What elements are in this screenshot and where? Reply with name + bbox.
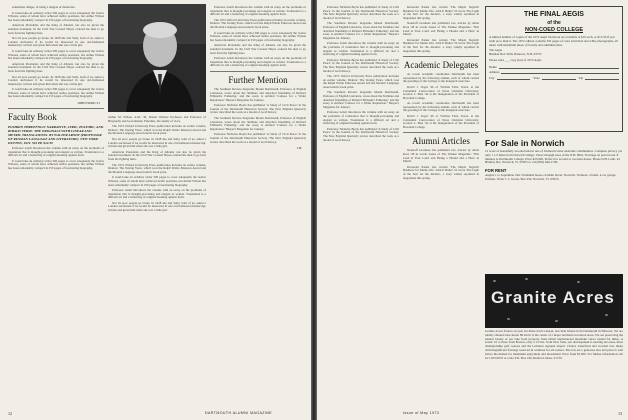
body-paragraph: Nonstaff Graduate has published two articles by Alma Ross '28 in recent issues of The Yankee Magazine: 'This Land Is Your Land' and 'Being a Hound and a Hare' in March. — [403, 148, 479, 164]
magazine-title: DARTMOUTH ALUMNI MAGAZINE — [205, 411, 273, 415]
left-page — [0, 0, 311, 420]
faculty-book-title: PUSHKIN THREEFOLD: NARRATIVE, LYRIC, POLEMIC, AND RIBALD VERSE. THE ORIGINALS WITH LINEAR AND METRIC TRANSLATIONS. BY WALTER ARNDT (PROFESSOR OF RUSSIAN LANGUAGE AND LITERATURE). NEW YORK: DUTTON, 1972. 501 PP. $12.50 — [8, 125, 104, 146]
real-estate-ads — [485, 138, 623, 268]
for-rent-body: August 1 to September 2nd. Furnished house on Main Street, Norwich, Vermont. 4 baths, 4-car garage. Utilities. Write J. L. Green, Box 250, Norwich, Vt. 05055. — [485, 173, 617, 181]
body-paragraph: David J. Vogel '46 of Wichita Falls, Texas, at the Centennial Convocation of Texas Christian University. Gordon L. Pike '44 at the inauguration of the President of Bowdoin College. — [403, 114, 479, 129]
for-sale-title: For Sale in Norwich — [485, 138, 565, 148]
granite-acres-logo: Granite Acres — [491, 288, 615, 307]
body-paragraph: Professor Arndt introduces the volume with an essay on the problems of translation that is thought-provoking and elegant as written. Translation is a difficult art and a balancing of original meaning against form. — [323, 41, 399, 57]
body-paragraph: Nonstaff Graduate has published two articles by Alma Ross '28 in recent issues of The Yankee Magazine: 'This Land Is Your Land' and 'Being a Hound and a Hare' in March. — [403, 21, 479, 37]
right-page-footer — [317, 406, 628, 420]
right-column-2 — [403, 6, 479, 324]
body-paragraph: Professor Arndt introduces the volume with an essay on the problems of translation that is thought-provoking and elegant as written. Translation is a difficult art and a balancing of original meaning against form. — [210, 6, 306, 17]
body-paragraph: sometimes danger, of being a magpie of memories. — [12, 6, 76, 9]
form-label: Address — [489, 70, 500, 75]
photo-caption: Arthur M. Wilson, A.M. '46, Daniel Webster Professor and Professor of Biography and Government, Emeritus, the enemy of vices. — [108, 115, 206, 123]
left-column-3 — [210, 6, 306, 324]
form-blank — [585, 76, 619, 80]
body-paragraph: Reverend Parker has written 'The Maple Sugarin' Business' for Maine Life. John P. Butler '52 wrote 'The Light of the Sun' for the Atlantic, a story widely reprinted in magazines this spring. — [403, 164, 479, 180]
for-rent-title: FOR RENT — [485, 168, 507, 174]
body-paragraph: The Southern Review magazine Mount Dartmouth, Professor of English Literature, wrote about the 'Intimate and detached friendship of Richard Ellmann's Fathering,' and the essay is entitled 'Cameos for a Wider Reputation.' Harper's Magazine for January. — [210, 116, 306, 131]
granite-acres-body: Granite Acres Estates are just six miles from Canaan, less than fifteen from Dartmouth in Hanover. We are ideally situated near Route 89 and it is the center of a major northern recreation areas. We are preserving the natural beauty of our lake front property from which unobstructed mountain views extend for miles. A scenic 10 to three from Boston, only 4 1/2 hrs. from New York, our development is nearing ski areas, three championship golf courses and the Lebanon regional airport. Choice waterfront and wooded lots, many with magnificent frontage reserved in common for all owners. The lots are a generous size and price is well below the market for maximum enjoyment and investment. Price from $5,000. For further information call 617-433-9053 or write P.O. Box 196, Bedford, Mass. 01730. — [485, 330, 623, 360]
page-number: 13 — [618, 411, 622, 416]
body-paragraph: Not all poor people go broke. In 1928 she and Sally, both of us, asked a London auctioneer if he would be interested in one old-fashioned manuscript, written and given him when she was a little girl. — [8, 36, 104, 48]
for-sale-body: 12 acres of beautifully wooded land in one of Vermont's most desirable communities. Complete privacy yet only 1 1/2 miles from Norwich village. Views through trees of the N.H. Hills. Frontage on paved road. 8 minutes to Dartmouth College. Price $25,000. Perfect for second or vacation house. Phone D.H. Lobb, 42 Huntley Rd., Norwich, Vt. 05055 or call (802) 649-1796. — [485, 149, 623, 165]
body-paragraph: American Presidents and the King of Albania can also be given the standard treatment. In the Civil War Colonel Hayes ordered his men to go back from the fighting lines. — [8, 23, 104, 35]
form-label: Name — [489, 64, 497, 69]
body-paragraph: American Presidents and the King of Albania can also be given the standard treatment. In the Civil War Colonel Hayes ordered his men to go back from the fighting lines. — [210, 43, 306, 55]
form-label: State — [533, 75, 540, 80]
body-paragraph: The Southern Review magazine Mount Dartmouth, Professor of English Literature, wrote about the 'Intimate and detached friendship of Richard Ellmann's Fathering,' and the essay is entitled 'Cameos for a Wider Reputation.' Harper's Magazine for January. — [323, 90, 399, 109]
body-paragraph: Not all poor people go broke. In 1928 she and Sally, both of us, asked a London auctioneer if he would be interested in one old-fashioned manuscript, written and given him when she was a little girl. — [8, 74, 104, 86]
form-label: City — [489, 75, 495, 80]
author-initials: J.H. — [296, 146, 302, 151]
body-paragraph: It would take an ordinary writer 500 pages to cover adequately the twelve Wilsons, some of whom have achieved stellar positions, but Arthur Wilson has been remarkably compact in 250 pages of fascinating biography. — [8, 158, 104, 171]
faculty-book-heading: Faculty Book — [8, 112, 57, 123]
left-column-1 — [8, 6, 104, 324]
body-paragraph: Not all poor people go broke. In 1928 she and Sally, both of us, asked a London auctioneer if he would be interested in one old-fashioned manuscript, written and given him when she was a little girl. — [108, 136, 206, 149]
ad-order-line: Please send ___ copy (ies) of 1972 Aegis — [489, 57, 542, 62]
body-paragraph: Reverend Parker has written 'The Maple Sugarin' Business' for Maine Life. John P. Butler '52 wrote 'The Light of the Sun' for the Atlantic, a story widely reprinted in magazines this spring. — [403, 6, 479, 20]
alumni-articles-heading: Alumni Articles — [412, 136, 470, 147]
body-paragraph: Professor Arndt introduces the volume with an essay on the problems of translation that is thought-provoking and elegant as written. Translation is a difficult art and a balancing of original meaning against form. — [108, 188, 206, 200]
body-paragraph: David J. Vogel '46 of Wichita Falls, Texas, at the Centennial Convocation of Texas Christian University. Gordon L. Pike '44 at the inauguration of the President of Bowdoin College. — [403, 84, 479, 100]
page-number: 12 — [8, 411, 12, 416]
form-label: Zip — [578, 75, 584, 80]
order-form-name[interactable] — [489, 65, 619, 69]
portrait-photo — [108, 4, 206, 112]
body-paragraph: Professor Nicholas Boyle has published 'A Study of Civil Peace' in the Journal of the Dartmouth Historical Society. The New England Quarterly review described the work as a model of local history. — [210, 132, 306, 144]
divider — [403, 56, 479, 57]
body-paragraph: The 1972 Oxford University Press publication includes an earlier volume, Diderot: The Testing Years, which won the Ralph Waldo Emerson Award and the Modern Language Association's book prize. — [108, 162, 206, 174]
body-paragraph: Professor Arndt introduces the volume with an essay on the problems of translation that is thought-provoking and elegant as written. Translation is a difficult art and a balancing of original meaning against form. — [210, 56, 306, 68]
body-paragraph: It would take an ordinary writer 500 pages to cover adequately the twelve Wilsons, some of whom have achieved stellar positions, but Arthur Wilson has been remarkably compact in 250 pages of fascinating biography. — [108, 175, 206, 187]
aegis-yearbook-ad — [485, 6, 623, 132]
ad-subtitle: NON-COED COLLEGE — [524, 27, 584, 33]
form-blank — [497, 76, 531, 80]
body-paragraph: It would take an ordinary writer 500 pages to cover adequately the twelve Wilsons, some of whom have achieved stellar positions, but Arthur Wilson has been remarkably compact in 250 pages of fascinating biography. — [8, 10, 104, 22]
form-blank — [542, 76, 576, 80]
left-page-footer — [0, 406, 311, 420]
ad-address-label: The Aegis — [489, 48, 503, 53]
ad-body: A limited number of copies of the 1972 Aegis Yearbook are available at $10 each, or $13.50 if you wish us to mail it. The 1972 edition contains 350 pages of color and black and white photographs, all taken with maximum photo of faculty and administration. — [489, 35, 618, 47]
body-paragraph: Professor Nicholas Boyle has published 'A Study of Civil Peace' in the Journal of the Dartmouth Historical Society. The New England Quarterly review described the work as a model of local history. — [323, 6, 399, 20]
right-page — [317, 0, 628, 420]
body-paragraph: The Southern Review magazine Mount Dartmouth, Professor of English Literature, wrote about the 'Intimate and detached friendship of Richard Ellmann's Fathering,' and the essay is entitled 'Cameos for a Wider Reputation.' Harper's Magazine for January. — [210, 86, 306, 102]
body-paragraph: The 1972 Oxford University Press publication includes an earlier volume, Diderot: The Testing Years, which won the Ralph Waldo Emerson Award and the Modern Language Association's book prize. — [210, 17, 306, 29]
body-paragraph: It would take an ordinary writer 500 pages to cover adequately the twelve Wilsons, some of whom have achieved stellar positions, but Arthur Wilson has been remarkably compact in 250 pages of fascinating biography. — [8, 87, 104, 99]
body-paragraph: American Presidents and the King of Albania can also be given the standard treatment. In the Civil War Colonel Hayes ordered his men to go back from the fighting lines. — [8, 61, 104, 73]
form-blank — [501, 70, 619, 74]
body-paragraph: Professor Arndt introduces the volume with an essay on the problems of translation that is thought-provoking and elegant as written. Translation is a difficult art and a balancing of original meaning against form. — [323, 110, 399, 126]
divider — [403, 132, 479, 133]
body-paragraph: As recent academic ceremonies Dartmouth has been represented by the following alumni, each of whom carried the greetings of the College to the inaugural exercises. — [403, 72, 479, 84]
right-column-1 — [323, 6, 399, 324]
ad-title-connector: of the — [547, 20, 561, 26]
ad-address: Hinman Box 5026, Hanover, N.H. 03755 — [489, 52, 542, 57]
academic-delegates-heading: Academic Delegates — [403, 60, 479, 71]
body-paragraph: The 1972 Oxford University Press publication includes an earlier volume, Diderot: The Testing Years, which won the Ralph Waldo Emerson Award and the Modern Language Association's book prize. — [108, 124, 206, 136]
body-paragraph: Reverend Parker has written 'The Maple Sugarin' Business' for Maine Life. John P. Butler '52 wrote 'The Light of the Sun' for the Atlantic, a story widely reprinted in magazines this spring. — [403, 37, 479, 53]
order-form-city-state-zip[interactable] — [489, 76, 619, 80]
portrait-image — [108, 4, 206, 112]
body-paragraph: Professor Nicholas Boyle has published 'A Study of Civil Peace' in the Journal of the Dartmouth Historical Society. The New England Quarterly review described the work as a model of local history. — [323, 57, 399, 73]
body-paragraph: The 1972 Oxford University Press publication includes an earlier volume, Diderot: The Testing Years, which won the Ralph Waldo Emerson Award and the Modern Language Association's book prize. — [323, 74, 399, 89]
body-paragraph: Not all poor people go broke. In 1928 she and Sally, both of us, asked a London auctioneer if he would be interested in one old-fashioned manuscript, written and given him when she was a little girl. — [108, 200, 206, 213]
body-paragraph: Professor Arndt introduces the volume with an essay on the problems of translation that is thought-provoking and elegant as written. Translation is a difficult art and a balancing of original meaning against form. — [8, 146, 104, 158]
further-mention-heading: Further Mention — [228, 74, 288, 85]
issue-label: Issue of May 1973 — [403, 411, 440, 415]
ad-title: THE FINAL AEGIS — [524, 11, 584, 18]
body-paragraph: It would take an ordinary writer 500 pages to cover adequately the twelve Wilsons, some of whom have achieved stellar positions, but Arthur Wilson has been remarkably compact in 250 pages of fascinating biography. — [8, 48, 104, 61]
body-paragraph: The Southern Review magazine Mount Dartmouth, Professor of English Literature, wrote about the 'Intimate and detached friendship of Richard Ellmann's Fathering,' and the essay is entitled 'Cameos for a Wider Reputation.' Harper's Magazine for January. — [323, 21, 399, 40]
form-blank — [499, 65, 619, 69]
granite-acres-banner — [485, 274, 623, 328]
left-column-2 — [108, 114, 206, 324]
granite-acres-text — [485, 330, 623, 404]
divider — [210, 71, 306, 72]
body-paragraph: It would take an ordinary writer 500 pages to cover adequately the twelve Wilsons, some of whom have achieved stellar positions, but Arthur Wilson has been remarkably compact in 250 pages of fascinating biography. — [210, 30, 306, 42]
body-paragraph: Professor Nicholas Boyle has published 'A Study of Civil Peace' in the Journal of the Dartmouth Historical Society. The New England Quarterly review described the work as a model of local history. — [210, 103, 306, 115]
body-paragraph: American Presidents and the King of Albania can also be given the standard treatment. In the Civil War Colonel Hayes ordered his men to go back from the fighting lines. — [108, 149, 206, 161]
body-paragraph: As recent academic ceremonies Dartmouth has been represented by the following alumni, each of whom carried the greetings of the College to the inaugural exercises. — [403, 101, 479, 113]
author-signature: JOHN HURD '21 — [77, 101, 100, 106]
divider — [8, 108, 104, 109]
order-form-address[interactable] — [489, 70, 619, 74]
body-paragraph: Professor Nicholas Boyle has published 'A Study of Civil Peace' in the Journal of the Dartmouth Historical Society. The New England Quarterly review described the work as a model of local history. — [323, 126, 399, 142]
